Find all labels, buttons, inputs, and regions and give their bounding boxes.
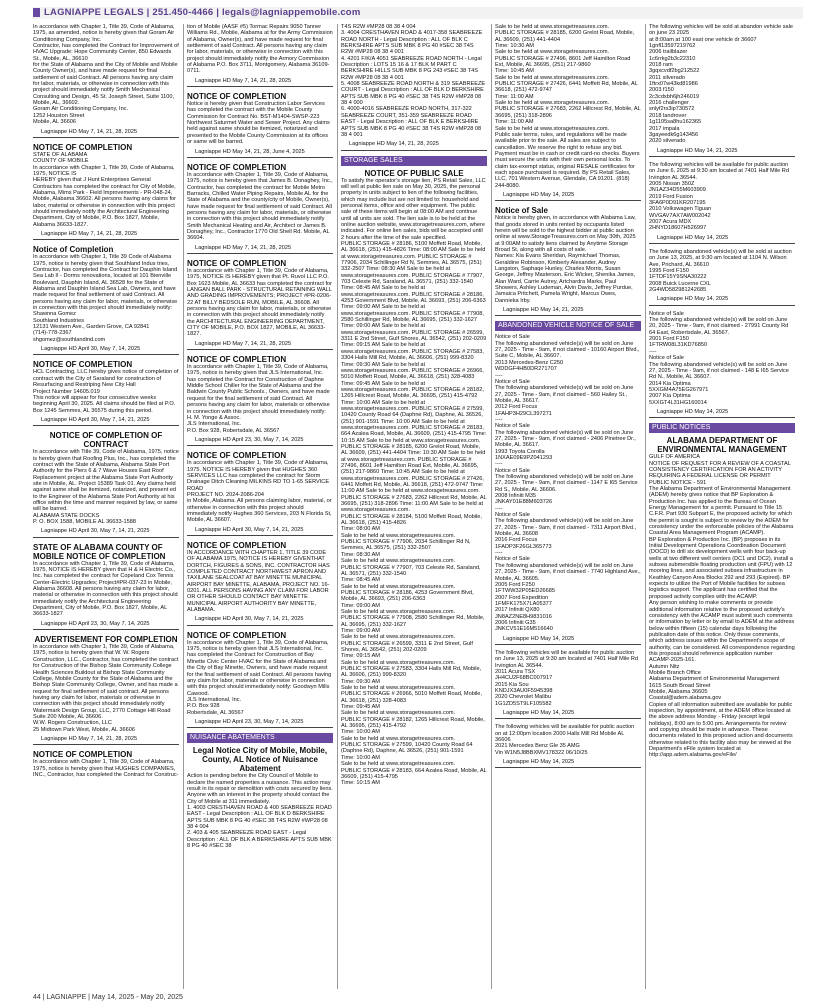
column-divider: [183, 24, 184, 989]
column-divider: [337, 24, 338, 989]
notice-separator: [495, 200, 641, 201]
notice-title: NOTICE OF COMPLETION: [187, 92, 287, 102]
legal-notice: [495, 206, 641, 316]
legal-notice: [649, 162, 795, 244]
section-title: LAGNIAPPE LEGALS: [44, 7, 144, 18]
legal-notice: [341, 24, 487, 151]
publication-dates: Lagniappe HD April 23, 30, May 7, 14, 2025: [195, 718, 304, 725]
legal-notice: [33, 543, 179, 630]
notice-separator: [33, 239, 179, 240]
notice-title: NOTICE OF PUBLIC SALE: [364, 168, 464, 178]
section-bar: ABANDONED VEHICLE NOTICE OF SALE: [495, 321, 641, 331]
notice-separator: [33, 137, 179, 138]
notice-separator: [187, 727, 333, 728]
notice-columns: [33, 24, 803, 989]
notice-separator: [187, 157, 333, 158]
notice-body: In accordance with Chapter 1, Title 39, Code of Alabama, 1975, notice is hereby given that HUGHES COMPANIES, INC., Contractor, has completed the Contract for Construc-: [33, 759, 179, 778]
notice-body: GULF OF AMERICA NOTICE OF REQUEST FOR A REVIEW OF A COASTAL CONSISTENCY CERTIFICATION FOR AN ACTIVITY REQUIRING A FEDERAL LICENSE OR PERMIT PUBLIC NOTICE - 591 The Alabama Department of Environmental Management (ADEM) hereby gives notice that BP Exploration & Production Inc. has applied to the Bureau of Ocean Energy Management for a permit. Pursuant to Title 15 C.F.R. Part 930 Subpart E, the proposed activity for which the permit is sought is subject to review by the ADEM for consistency under the enforceable policies of the Alabama Coastal Area Management Program (ACAMP). BP Exploration & Production Inc. (BP) proposes in its Initial Development Operations Coordination Document (DOCD) to drill six development wells with four back-up wells at two different well centers (DC1 and DC2), install a subsea submersible floating production unit (FPU) with 12 mooring lines, and associated subsea infrastructure in Keathley Canyon Area Blocks 292 and 293 (Expired). BP expects to utilize the Port of Mobile facilities for subsea logistics support. The applicant has certified that the proposed activity complies with the ACAMP. Any person wishing to make comments or provide additional information relative to the proposed activity's consistency with the ACAMP must submit such comments or information by letter or by email to ADEM at the address below within fifteen (15) calendar days following the publication date of this notice. Only those comments, which address issues within the Department's scope of authority, can be considered. All correspondence regarding this proposal should reference application number ACAMP-2025-161. Autumn Nitz Mobile Branch Office Alabama Department of Environmental Management 1615 South Broad Street Mobile, Alabama 36605 Coastal@adem.alabama.gov Copies of all information submitted are available for public inspection, by appointment, at the ADEM office located at the above address Monday - Friday (except legal holidays), 8:00 am to 5:00 pm. Arrangements for review and copying should be made in advance. These documents related to this proposed action and documents otherwise related to this facility also may be viewed at the Department's eFile system located at http://app.adem.alabama.gov/eFile/: [649, 454, 795, 759]
notice-body: To satisfy the operator's storage lien, PS Retail Sales, LLC will sell at public lien sale on May 30, 2025, the personal property in units subject to lien of the following facilities, which may include but are not limited to: household and personal items, office and other equipment. The public sale of these items will begin at 08:00 AM and continue until all units are sold. The lien sale is to be held at the online auction website, www.storagetreasures.com, where indicated. For online lien sales, bids will be accepted until 2 hours after the time of the sale specified. PUBLIC STORAGE # 28186, 5100 Moffett Road, Mobile, AL 36618, (251) 415-4826 Time: 08:00 AM Sale to be held at www.storagetreasures.com. PUBLIC STORAGE # 77906, 2034 Schillinger Rd N, Semmes, AL 36575, (251) 332-2507 Time: 08:30 AM Sale to be held at www.storagetreasures.com. PUBLIC STORAGE # 77907, 703 Celeste Rd, Saraland, AL 36571, (251) 332-1540 Time: 08:45 AM Sale to be held at www.storagetreasures.com. PUBLIC STORAGE # 28186, 4253 Government Blvd, Mobile, AL 36693, (251) 206-6363 Time: 09:00 AM Sale to be held at www.storagetreasures.com. PUBLIC STORAGE # 77908, 2580 Schillinger Rd, Mobile, AL 36695, (251) 332-1627 Time: 09:00 AM Sale to be held at www.storagetreasures.com. PUBLIC STORAGE # 26599, 3311 E 2nd Street, Gulf Shores, AL 36542, (251) 202-0209 Time: 09:15 AM Sale to be held at www.storagetreasures.com. PUBLIC STORAGE # 27583, 3304 Halls Mill Rd, Mobile, AL 36606, (251) 999-8320 Time: 09:30 AM Sale to be held at www.storagetreasures.com. PUBLIC STORAGE # 26966, 5010 Moffett Road, Mobile, AL 36618, (251) 328-4083 Time: 09:45 AM Sale to be held at www.storagetreasures.com. PUBLIC STORAGE # 28182, 1265 Hillcrest Road, Mobile, AL 36695, (251) 415-4792 Time: 10:00 AM Sale to be held at www.storagetreasures.com. PUBLIC STORAGE # 27599, 10420 County Road 64 (Daphne Rd), Daphne, AL 36526, (251) 901-1591 Time: 10:00 AM Sale to be held at www.storagetreasures.com. PUBLIC STORAGE # 28183, 664 Azalea Road, Mobile, AL 36609, (251) 415-4795 Time: 10:15 AM Sale to be held at www.storagetreasures.com. PUBLIC STORAGE # 28185, 6200 Grelot Road, Mobile, AL 36609, (251) 441-4404 Time: 10:30 AM Sale to be held at www.storagetreasures.com. PUBLIC STORAGE # 27496, 8601 Jeff Hamilton Road Ext, Mobile, AL 36695, (251) 217-9860 Time: 10:45 AM Sale to be held at www.storagetreasures.com. PUBLIC STORAGE # 27426, 6441 Moffett Rd, Mobile, AL 36618, (251) 472-9747 Time: 11:00 AM Sale to be held at www.storagetreasures.com. PUBLIC STORAGE # 27683, 2262 Hillcrest Rd, Mobile, AL 36695, (251) 318-2896 Time: 11:00 AM Sale to be held at www.storagetreasures.com. PUBLIC STORAGE # 28184, 5100 Moffett Road, Mobile, AL 36618, (251) 415-4826 Time: 08:00 AM Sale to be held at www.storagetreasures.com. PUBLIC STORAGE # 77906, 2034 Schillinger Rd N, Semmes, AL 36575, (251) 332-2507 Time: 08:30 AM Sale to be held at www.storagetreasures.com. PUBLIC STORAGE # 77907, 703 Celeste Rd, Saraland, AL 36571, (251) 332-1540 Time: 08:45 AM Sale to be held at www.storagetreasures.com. PUBLIC STORAGE # 28186, 4253 Government Blvd, Mobile, AL 36693, (251) 206-6363 Time: 09:00 AM Sale to be held at www.storagetreasures.com. PUBLIC STORAGE # 77908, 2580 Schillinger Rd, Mobile, AL 36695, (251) 332-1627 Time: 09:00 AM Sale to be held at www.storagetreasures.com. PUBLIC STORAGE # 26599, 3311 E 2nd Street, Gulf Shores, AL 36542, (251) 202-0209 Time: 09:15 AM Sale to be held at www.storagetreasures.com. PUBLIC STORAGE # 27583, 3304 Halls Mill Rd, Mobile, AL 36606, (251) 999-8320 Time: 09:30 AM Sale to be held at www.storagetreasures.com. PUBLIC STORAGE # 26966, 5010 Moffett Road, Mobile, AL 36618, (251) 328-4083 Time: 09:45 AM Sale to be held at www.storagetreasures.com. PUBLIC STORAGE # 28182, 1265 Hillcrest Road, Mobile, AL 36695, (251) 415-4792 Time: 10:00 AM Sale to be held at www.storagetreasures.com. PUBLIC STORAGE # 27599, 10420 County Road 64 (Daphne Rd), Daphne, AL 36526, (251) 901-1591 Time: 10:00 AM Sale to be held at www.storagetreasures.com. PUBLIC STORAGE # 28183, 664 Azalea Road, Mobile, AL 36609, (251) 415-4795 Time: 10:15 AM: [341, 177, 487, 787]
notice-separator: [187, 535, 333, 536]
publication-dates: Lagniappe HD April 30, May 7, 14, 21, 2025: [195, 616, 304, 623]
notice-separator: [649, 305, 795, 306]
column-divider: [645, 24, 646, 989]
notice-title: NOTICE OF COMPLETION: [187, 258, 287, 268]
legal-notice: [33, 360, 179, 426]
notice-title: NOTICE OF COMPLETION OF CONTRACT: [49, 431, 163, 450]
notice-title: NOTICE OF COMPLETION: [187, 451, 287, 461]
notice-title: ALABAMA DEPARTMENT OF ENVIRONMENTAL MANAGEMENT: [657, 436, 787, 455]
section-bar: PUBLIC NOTICES: [649, 423, 795, 433]
legal-notice: [649, 436, 795, 759]
legal-notice: [649, 311, 795, 419]
legal-notice: [495, 24, 641, 201]
legal-notice: [187, 631, 333, 728]
publication-dates: Lagniappe HD May 14, 2025: [657, 234, 729, 241]
notice-separator: [187, 86, 333, 87]
publication-dates: Lagniappe HD May 14, 2025: [657, 408, 729, 415]
notice-separator: [187, 349, 333, 350]
notice-title: NOTICE OF COMPLETION: [187, 162, 287, 172]
publication-dates: Lagniappe HD May 7, 14, 21, 28, 2025: [41, 128, 138, 135]
publication-dates: Lagniappe HD May 7, 14, 21, 28, 2025: [195, 77, 292, 84]
legal-notice: [495, 724, 641, 768]
publication-dates: Lagniappe HD May 14, 2025: [503, 635, 575, 642]
publication-dates: Lagniappe HD April 23, 30, May 7, 14, 2025: [41, 620, 150, 627]
notice-body: In accordance with Chapter 1, Title 39 Code of Alabama 1975, notice is hereby given that Southland Indus tries, Contractor, has completed the Contract for Dauphin Island Sea Lab II - Dorms renovations, located at 101 Bienville Boulevard, Dauphin Island, AL 36528 for the State of Alabama and Dauphin Island Sea Lab, Owners, and have made request for final settlement of said Contract. All persons having any claim for labor, materials, or otherwise in connection with this project should immediately notify: Shawnna Gomez Southland Industries 12131 Western Ave., Garden Grove, CA 92841 (714)-778-2367 shgomez@southlandind.com: [33, 254, 178, 343]
publication-dates: Lagniappe HD April 23, 30, May 7, 14, 2025: [195, 436, 304, 443]
publication-dates: Lagniappe HD May 7, 14, 21, 28, 2025: [41, 230, 138, 237]
section-bar: NUISANCE ABATEMENTS: [187, 733, 333, 743]
publication-dates: Lagniappe HD May 14, 21, 28, June 4, 2025: [195, 148, 305, 155]
publication-dates: Lagniappe HD May 14, 21, 28, 2025: [349, 141, 439, 148]
page-header: [33, 7, 803, 19]
legal-notice: [33, 143, 179, 240]
notice-body: Action is pending before the City Council of Mobile to declare the named properties a nuisance. This action may result in its repair or demolition with costs secured by liens. Anyone with an interest in the property should contact the City of Mobile at 311 immediately. 1. 4003 CRESTHAVEN ROAD & 400 SEABREEZE ROAD EAST - Legal Description : ALL OF BLK D BERKSHIRE APTS SUB MBK 8 PG 40 #SEC 38 T4S R2W #WP28 08 38 4 004 2. 403 & 405 SEABREEZE ROAD EAST - Legal Description : ALL OF BLK A BERKSHIRE APTS SUB MBK 8 PG 40 #SEC 38: [187, 773, 333, 850]
page-footer: 44 | LAGNIAPPE | May 14, 2025 - May 20, 2025: [33, 994, 183, 1001]
legal-notice: [187, 541, 333, 626]
notice-title: Notice of Sale: [495, 206, 548, 216]
notice-title: NOTICE OF COMPLETION: [33, 750, 133, 760]
notice-body: Notice is hereby given that Construction Labor Services has completed the contract with the Mobile County Commission for Contract No. BST-M1404-SWSP-223 Northwest Saturmet Water and Sewer Project. Any claims held against same should be itemized, notarized and presented to the Mobile County Commission at its offices or same will be barred.: [187, 101, 330, 146]
publication-dates: Lagniappe HD May 14, 2025: [503, 191, 575, 198]
notice-body: In accordance with Chapter 1, Title 39, Code of Alabama, 1975, notice is hereby given that JLS International, Inc. has completed the Contract for Construction of Bay Minette Civic Center HVAC for the State of Alabama and the City of Bay Minette, Owners, and have made request for the final settlement of said Contract. All persons having any claim for labor, materials or otherwise in connection with this project should immediately notify: Goodwyn Mills Cawood. JLS International, Inc. P.O. Box 928 Robertsdale, AL 36567: [187, 639, 332, 716]
notice-body: The following abandoned vehicle(s) will be sold at auction on June 13, 2025, at 9:30 am located at 1104 N. Wilson Ave, Prichard, AL 36610 1995 Ford F150 1FTDF15Y9SNA30222 2008 Buick Lucerne CXL 2G4WD582981242685: [649, 249, 792, 294]
notice-title: ADVERTISEMENT FOR COMPLETION: [34, 635, 178, 645]
legal-notice: [341, 169, 487, 787]
notice-separator: [33, 537, 179, 538]
notice-separator: [33, 744, 179, 745]
notice-body: HCL Contracting, LLC hereby gives notice of completion of contract with the City of Saraland for construction of Resurfacing and Restriping New City Hall Project Number 14605.019 This notice will appear for four consecutive weeks beginning April 30, 2025. All claims should be filed at P.O. Box 1245 Semmes, AL 36575 during this period.: [33, 369, 179, 414]
notice-body: STATE OF ALABAMA COUNTY OF MOBILE In accordance with Chapter 1, Title 39, Code of Alabama, 1975, NOTICE IS HEREBY given that J Hunt Enterprises General Contractors has completed the contract for City of Mobile, Alabama, Mims Park - Field Improvements - PR-048-24, Mobile, Alabama 36602. All persons having any claims for labor, material or otherwise in connection with this project should immediately notify the Architectural Engineering Department, City of Mobile, P.O. Box 1827, Mobile, Alabama 36633-1827.: [33, 151, 177, 228]
notice-body: tion of Mobile (AASF #5) Tormac Repairs 9050 Tanner Williams Rd., Mobile, Alabama at for the Army Commission of Alabama, Owner(s), and have made request for final settlement of said Contract. All persons having any claim for labor, materials, or otherwise in connection with this project should immediately notify the Armory Commission of Alabama P.O. Box 3711, Montgomery, Alabama 36109-0711.: [187, 24, 333, 75]
email-link[interactable]: legals@lagniappemobile.com: [221, 7, 361, 18]
notice-body: Notice of Sale The following abandoned vehicle(s) will be sold on June 27, 2025 - Time - 9am, if not claimed - 10160 Airport Blvd., Suite C, Mobile, AL 36607. 2013 Mercedes-Benz C250 WDDGF4HB0DR271707 ---- Notice of Sale The following abandoned vehicle(s) will be sold on June 27, 2025 - Time - 9am, if not claimed - 560 Hailey St., Mobile, AL 36617. 2012 Ford Focus 1FAHP3H29CL397271 ---- Notice of Sale The following abandoned vehicle(s) will be sold on June 27, 2025 - Time - 9am, if not claimed - 2406 Pinetree Dr., Mobile, AL 36617. 1993 Toyota Corolla 1NXAE09E9PZ041293 ---- Notice of Sale The following abandoned vehicle(s) will be sold on June 27, 2025 - Time - 9am, if not claimed - 1147 E I65 Service Rd S., Mobile, AL 36606. 2008 Infiniti M35 JNKAY01E88M603726 ---- Notice of Sale The following abandoned vehicle(s) will be sold on June 27, 2025 - Time - 9am, if not claimed - 7311 Airport Blvd., Mobile, AL 36608 2016 Ford Focus 1FADP3F26GL365773 ---- Notice of Sale The following abandoned vehicle(s) will be sold on June 27, 2025 - Time - 9am, if not claimed - 7740 Highland Ave., Mobile, AL 36605. 2005 Ford F250 1FTWW32P05ED26685 2007 Ford Expedition 1FMFK175X7LA05377 2017 Infiniti QX80 JN8AZ2NE8H9831016 2006 Infiniti G35 JNKCV51E16M516640: [495, 334, 641, 633]
notice-title: Legal Notice City of Mobile, Mobile, County, AL Notice of Nuisance Abatement: [192, 746, 328, 774]
publication-dates: Lagniappe HD April 30, May 7, 14, 21, 2025: [41, 528, 150, 535]
legal-notice: [495, 334, 641, 645]
notice-title: NOTICE OF COMPLETION: [187, 541, 287, 550]
notice-title: NOTICE OF COMPLETION: [33, 360, 133, 370]
column-divider: [491, 24, 492, 989]
notice-body: The following vehicles will be sold at abandon vehicle sale on june 23 2025 at 8:00am at 100 east one vehicle dr 36607 1gnfl13597219762 2006 trailblazer 1c6rrkg2b3c22310 2018 ram 3gqxcvdf2bg212522 2011 silverado 1ftrx07w43kd81986 2003 f150 2c3cdxbh6jh246019 2016 challenger snlyf2rs3ip730572 2018 landrover 1g1105sa8hu162365 2017 impala 3gayeedk6g143456 2020 silverado: [649, 24, 793, 145]
notice-body: In accordance with Chapter 1, Title 39, Code of Alabama, 1975. NOTICE IS HEREBY given that HUGHES 360 SERVICES LLC has completed the contract for Storm Drainage Ditch Cleaning MILKINS RD TO 1-65 SERVICE ROAD PROJECT NO. 2024-2086-204 in Mobile, Alabama. All persons claiming labor, material, or otherwise in connection with this project should immediately notify Hughes 360 Services, 203 N Florida St, Mobile, AL 36607.: [187, 460, 332, 524]
notice-title: Notice of Completion: [33, 245, 114, 255]
notice-body: T4S R2W #MP28 08 38 4 004 3. 4004 CRESTHAVEN ROAD & 4017-358 SEABREEZE ROAD NORTH - Legal Description : ALL OF BLK C BERKSHIRE APTS SUB MBK 8 PG 40 #SEC 38 T4S R2W #MP28 08 38 4 001 4. 4201 F/K/A 4051 SEABREEZE ROAD NORTH - Legal Description : LOTS 15 16 & 17 BLK M PART C BERKSHIRE HILLS SUB MBK 8 PG 243 #SEC 38 T4S R2W #MP28 08 38 4 001 5. 4008 SEABREEZE ROAD NORTH & 319 SEABREEZE COURT - Legal Description : ALL OF BLK D BERKSHIRE APTS SUB MBK 8 PG 40 #SEC 38 T4S R2W #MP28 08 38 4 000 6. 4000-4016 SEABREEZE ROAD NORTH, 317-322 SEABREEZE COURT, 351-359 SEABREEZE ROAD EAST - Legal Description : ALL OF BLK E BERKSHIRE APTS SUB MBK 8 PG 40 #SEC 38 T4S R2W #MP28 08 38 4 001: [341, 24, 486, 138]
notice-body: In accordance with Chapter 1, Title 39, Code of Alabama, 1975, as amended, notice is hereby given that Goram Air Conditioning Company, Inc. Contractor, has completed the Contract for Improvement of HVAC Upgrade: Hope Community Center, 850 Edwards St., Mobile, AL, 36610 for the State of Alabama and the City of Mobile and Mobile County Owner(s), and have made request for final settlement of said Contract. All persons having any claim for labor, materials, or otherwise in connection with this project should immediately notify Smith Mechanical Consulting and Design, 45 St. Joseph Street, Suite 1100, Mobile, AL, 36602. Goram Air Conditioning Company, Inc. 1252 Houston Street Mobile, AL 36606: [33, 24, 179, 126]
notice-separator: [495, 767, 641, 768]
notice-separator: [33, 629, 179, 630]
notice-separator: [187, 445, 333, 446]
notice-separator: [649, 417, 795, 418]
legal-notice: [187, 355, 333, 446]
publication-dates: Lagniappe HD May 14, 2025: [503, 710, 575, 717]
notice-separator: [187, 625, 333, 626]
legal-notice: [33, 750, 179, 778]
legal-notice: [187, 451, 333, 536]
publication-dates: Lagniappe HD May 14, 21, 2025: [657, 147, 738, 154]
notice-body: In accordance with Chapter 1, Title 39, Code of Alabama, 1975, notice is hereby given that W. W. Rogers Construction, LLC., Contractor, has completed the contract for Construction of the Bishop State Community College Health Sciences Buildout at Bishop State Community College, Mobile County for the State of Alabama and the Bishop State Community College, Owner, and has made a request for final settlement of said contract. All persons having any claim for labor, materials or otherwise in connection with this project should immediately notify Watermark Design Group, LLC, 2770 Cottage Hill Road Suite 200 Mobile, AL 36606. W.W. Rogers Construction, LLC 25 Midtown Park West, Mobile, AL 36606: [33, 644, 179, 733]
notice-title: STATE OF ALABAMA COUNTY OF MOBILE NOTICE OF COMPLETION: [33, 542, 166, 561]
phone-number: 251.450-4466: [152, 7, 214, 18]
notice-separator: [33, 354, 179, 355]
notice-title: NOTICE OF COMPLETION: [33, 142, 133, 152]
legal-notice: [33, 635, 179, 745]
section-marker-icon: [33, 8, 40, 17]
column-3: [341, 24, 487, 989]
publication-dates: Lagniappe HD May 14, 21, 2025: [503, 307, 584, 314]
legal-notice: [33, 431, 179, 537]
publication-dates: Lagniappe HD April 30, May 7, 14, 21, 2025: [195, 526, 304, 533]
legal-notice: [649, 24, 795, 157]
publication-dates: Lagniappe HD May 7, 14, 21, 28, 2025: [195, 244, 292, 251]
notice-separator: [187, 253, 333, 254]
publication-dates: Lagniappe HD April 30, May 7, 14, 21, 2025: [41, 416, 150, 423]
notice-separator: [341, 150, 487, 151]
legal-notice: [187, 92, 333, 158]
notice-separator: [495, 644, 641, 645]
notice-body: IN ACCORDANCE WITH CHAPTER 1, TITLE 39 CODE OF ALABAMA 1975, NOTICE IS HEREBY GIVENTHAT DORTCH, FIGURES & SONS, INC. CONTRACTOR HAS COMPLETED CONTRACT NORTHWEST APRON AND TAXILANE SEALCOAT AT BAY MINETTE MUNICIPAL AIRPORT BAY MINETTE, ALABAMA, PROJECT NO. 16-0201. ALL PERSONS HAVING ANY CLAIM FOR LABOR OR OTHER SHOULD CONTACT BAY MINETTE MUNICIPAL AIRPORT AUTHORITY BAY MINETTE, ALABAMA.: [187, 550, 330, 614]
notice-body: Notice is hereby given, in accordance with Alabama Law, that goods stored in units rented by occupants listed herein will be sold to the highest bidder at public auction online at www.StorageTreasures.com on May 30th, 2025 at 9:00AM to satisfy liens claimed by Anytime Storage Broad St, along with all costs of sale. Names: Kia Evans Sheridan, Raymichael Thomas, Geraldine Robinson, Kimberly Alexander, Audrey Langston, Saphaqe Hunley, Charles Morris, Susan George, Jeffrey Masterson, Eric Wicker, Shenika James, Alan Ward, Carrie Autrey, Artchardra Marks, Paul Showers, Ashley Ludeman, Alvin Davis, Jeffrey Purdue, Jamaica Pritchett, Pamela Wright, Marcus Owes, Dannieka Irby.: [495, 215, 636, 304]
notice-body: In accordance with Chapter 1, Title 39, Code of Alabama, 1975, notice is hereby given that JLS International, Inc. has completed the Contract for Construction of Daphne Middle School Chiller for the State of Alabama and the Baldwin County Public Schools., Owners, and have made request for the final settlement of said Contract. All persons having any claim for labor, materials or otherwise in connection with this project should immediately notify: H. M. Yonge & Assoc. JLS International, Inc. P.O. Box 928, Robertsdale, AL 36567: [187, 364, 330, 434]
notice-body: Sale to be held at www.storagetreasures.com. PUBLIC STORAGE # 28185, 6200 Grelot Road, Mobile, AL 36609, (251) 441-4404 Time: 10:30 AM Sale to be held at www.storagetreasures.com. PUBLIC STORAGE # 27496, 8601 Jeff Hamilton Road Ext, Mobile, AL 36695, (251) 217-9860 Time: 10:45 AM Sale to be held at www.storagetreasures.com. PUBLIC STORAGE # 27426, 6441 Moffett Rd, Mobile, AL 36618, (251) 472-9747 Time: 11:00 AM Sale to be held at www.storagetreasures.com. PUBLIC STORAGE # 27683, 2262 Hillcrest Rd, Mobile, AL 36695, (251) 318-2896 Time: 11:00 AM Sale to be held at www.storagetreasures.com. Public sale terms, rules, and regulations will be made available prior to the sale. All sales are subject to cancellation. We reserve the right to refuse any bid. Payment must be in cash or credit card-no checks. Buyers must secure the units with their own personal locks. To claim tax-exempt status, original RESALE certificates for each space purchased is required. By PS Retail Sales, LLC, 701 Western Avenue, Glendale, CA 91201. (818) 244-8080.: [495, 24, 641, 189]
publication-dates: Lagniappe HD May 7, 14, 21, 28, 2025: [41, 735, 138, 742]
notice-separator: [649, 243, 795, 244]
notice-body: The following vehicles will be available for public auction on June 6, 2025 at 9:30 am located at 7401 Half Mile Rd Irvington AL 36544. 2005 Nissan 350Z JN1AZ34D55M603909 2019 Ford Fusion 3FA6P0D91KR207195 2010 Volkswagen Tiguan WVGAV7AX7AW002042 2007 Acura MDX 2HNYD18607H526997: [649, 161, 789, 232]
publication-dates: Lagniappe HD April 30, May 7, 14, 2025: [41, 346, 141, 353]
notice-body: The following vehicles will be available for public auction on June 13, 2025 at 9:30 am located at 7401 Half Mile Rd Irvington AL 36544. 2011 Acura TSX JH4CU2F68BC007917 2015 Kia Sou KNDJX3AU0F5945398 2020 Chevrolet Malibu 1G1ZD5ST9LF105582: [495, 649, 639, 707]
publication-dates: Lagniappe HD May 14, 2025: [657, 296, 729, 303]
legal-notice: [495, 650, 641, 719]
publication-dates: Lagniappe HD May 14, 2025: [503, 759, 575, 766]
notice-title: NOTICE OF COMPLETION: [187, 630, 287, 640]
notice-separator: [495, 315, 641, 316]
legal-notice: [649, 249, 795, 306]
column-5: [649, 24, 795, 989]
legal-notice: [187, 259, 333, 350]
notice-separator: [33, 425, 179, 426]
notice-body: The following vehicles will be available for public auction on at 12:00pm location 2000 Halls Mill Rd Mobile AL 36606 2021 Mercedes Benz Gle 35 AMG Vin W1N5J8BBXMV178322 06/10/25: [495, 724, 635, 756]
header-separator: |: [146, 7, 150, 18]
section-bar: STORAGE SALES: [341, 156, 487, 166]
notice-body: In accordance with Chapter 1, Title 39, Code of Alabama, 1975, notice is hereby given that James B. Donaghey, Inc., Contractor, has completed the contract for Mobile Metro Barracks, Chilled Water Piping Repairs, Mobile AL for the State of Alabama and the county/city of Mobile, Owner(s), have made request for final settlement of said Contract. All persons having any claim for labor, materials, or otherwise in connection with this project should immediately notify Smith Mechanical Heating and Air, Architect or James B. Donaghey, Inc., Contractor 1770 Old Shell Rd. Mobile, AL 36604.: [187, 171, 333, 242]
legal-notice: [33, 24, 179, 138]
publication-dates: Lagniappe HD May 7, 14, 21, 28, 2025: [195, 340, 292, 347]
column-1: [33, 24, 179, 989]
column-2: [187, 24, 333, 989]
notice-body: In accordance with Chapter 1, Title 39, Code of Alabama, 1975, NOTICE IS HEREBY given that Pt. Ruvol LLC P.O. Box 1623 Mobile, AL 36633 has completed the contract for LANGAN BALL PARK - STRUCTURAL RETAINING WALL AND GRADING IMPROVEMENTS; PROJECT #PR-0206-22 AT BILLY BEDSOLE RUN, MOBILE, AL 36608. All persons having any claim for labor, materials, or otherwise in connection with this project should immediately notify the ARCHITECTURAL ENGINEERING DEPARTMENT, CITY OF MOBILE, P.O. BOX 1827, MOBILE, AL 36633-1827.: [187, 267, 333, 338]
legal-notice: [187, 163, 333, 254]
notice-separator: [495, 718, 641, 719]
notice-body: In accordance with Title 39, Code of Alabama, 1975, notice is hereby given that Roofing Plus, Inc., has completed the contract with the State of Alabama, Alabama State Port Authority for the Piers 6 & 7 Wave Houses East Roof Replacement project at the Alabama State Port Authority site in Mobile, AL. Project 15389 Task 01. Any claims held against same shall be itemized, notarized, and present ed to the Engineer of the Alabama State Port Authority at his office within the time and manner required by law, or same will be barred. ALABAMA STATE DOCKS P. O. BOX 1588, MOBILE AL 36633-1588: [33, 449, 179, 525]
notice-body: Notice of Sale The following abandoned vehicle(s) will be sold on June 20, 2025 - Time - 9am, if not claimed - 27991 County Rd 64 East, Robertsdale, AL 36567. 2001 Ford F150 1FTRW08L31KD76850 ---- Notice of Sale The following abandoned vehicle(s) will be sold on June 27, 2025 - Time - 9am, if not claimed - 148 E I65 Service Rd N., Mobile, AL 36607. 2014 Kia Optima 5XXGM4A75EG267971 2007 Kia Optima 5XXGT4L31HG160014: [649, 310, 789, 406]
legal-notice: [187, 746, 333, 849]
notice-title: NOTICE OF COMPLETION: [187, 355, 287, 365]
notice-body: In accordance with Chapter 1, Title 39, Code of Alabama, 1975, NOTICE IS HEREBY given that H & H Electric Co., Inc. has completed the contract for Copeland Cox Tennis Center-Electric Upgrades; Project#PR-037-23 in Mobile, Alabama 36608. All persons having any claim for labor, material or otherwise in connection with this project should immediately notify the Architectural Engineering Department, City of Mobile, P.O. Box 1827, Mobile, AL 36633-1827: [33, 560, 178, 618]
legal-notice: [187, 24, 333, 87]
column-4: [495, 24, 641, 989]
legal-notice: [33, 245, 179, 355]
notice-separator: [649, 156, 795, 157]
header-separator: |: [216, 7, 220, 18]
